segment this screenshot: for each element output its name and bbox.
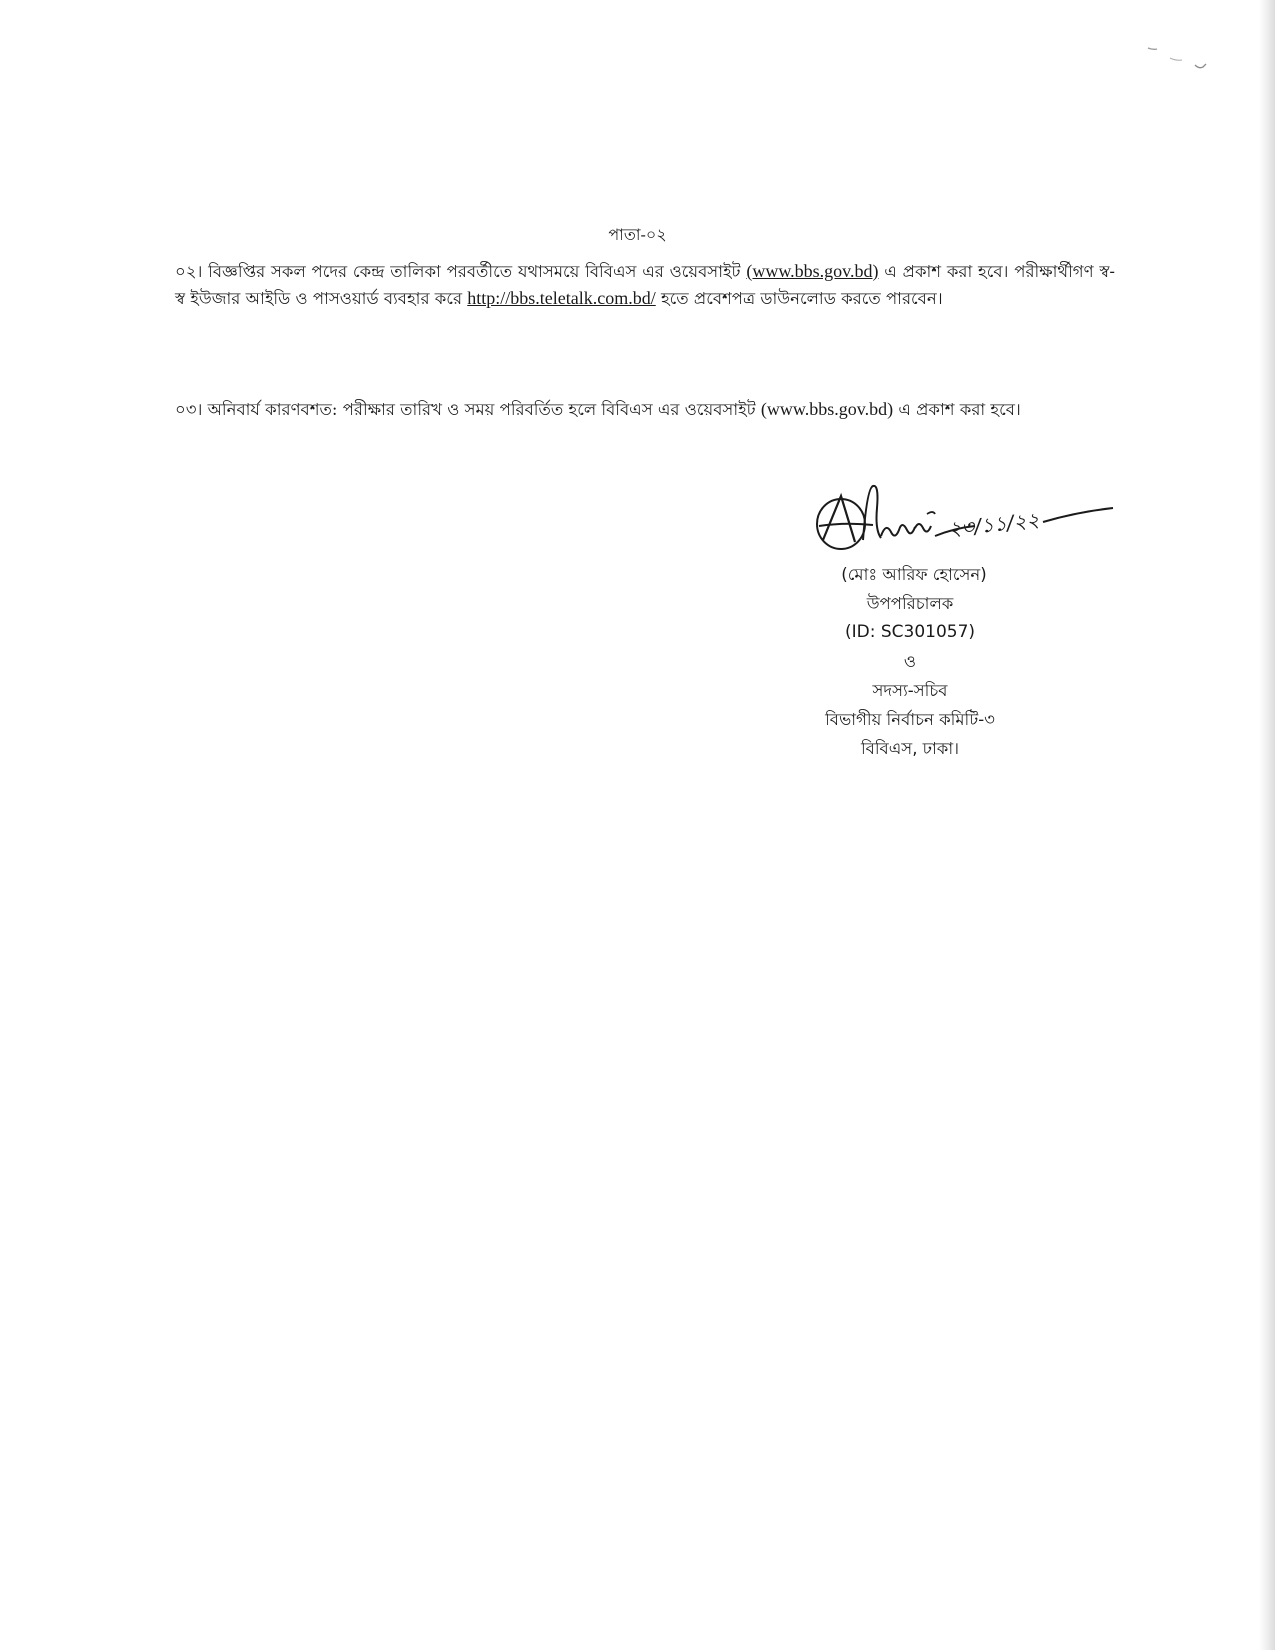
signatory-id: (ID: SC301057) <box>844 622 976 642</box>
signature-date: ২৩/১১/২২ <box>947 507 1041 541</box>
signatory-designation: উপপরিচালক <box>866 594 954 613</box>
signatory-role: সদস্য-সচিব <box>872 681 948 700</box>
page-number: পাতা-০২ <box>608 225 667 244</box>
paragraph-03-text-2: এ প্রকাশ করা হবে। <box>893 400 1021 419</box>
paragraph-02-text-2: এ প্রকাশ করা হবে। পরীক্ষার্থীগণ স্ব-স্ব ইউজার আইডি ও পাসওয়ার্ড ব্যবহার করে <box>175 262 1115 308</box>
scan-speck-marks <box>1140 40 1230 90</box>
paragraph-02 <box>175 258 1115 312</box>
signatory-committee: বিভাগীয় নির্বাচন কমিটি-৩ <box>825 710 995 729</box>
paragraph-03 <box>175 396 1115 423</box>
signatory-office: বিবিএস, ঢাকা। <box>860 739 960 758</box>
paragraph-02-text-1: ০২। বিজ্ঞপ্তির সকল পদের কেন্দ্র তালিকা পরবর্তীতে যথাসময়ে বিবিএস এর ওয়েবসাইট <box>175 262 747 281</box>
paragraph-02-text-3: হতে প্রবেশপত্র ডাউনলোড করতে পারবেন। <box>655 289 943 308</box>
signatory-name: (মোঃ আরিফ হোসেন) <box>841 565 987 584</box>
signatory-conjunction: ও <box>903 652 917 671</box>
teletalk-link[interactable]: http://bbs.teletalk.com.bd/ <box>467 288 656 308</box>
bbs-website-link[interactable]: (www.bbs.gov.bd) <box>746 261 879 281</box>
paragraph-03-text-1: ০৩। অনিবার্য কারণবশত: পরীক্ষার তারিখ ও সময় পরিবর্তিত হলে বিবিএস এর ওয়েবসাইট <box>175 400 761 419</box>
signatory-block <box>760 560 1060 763</box>
bbs-website-text: (www.bbs.gov.bd) <box>760 399 894 419</box>
